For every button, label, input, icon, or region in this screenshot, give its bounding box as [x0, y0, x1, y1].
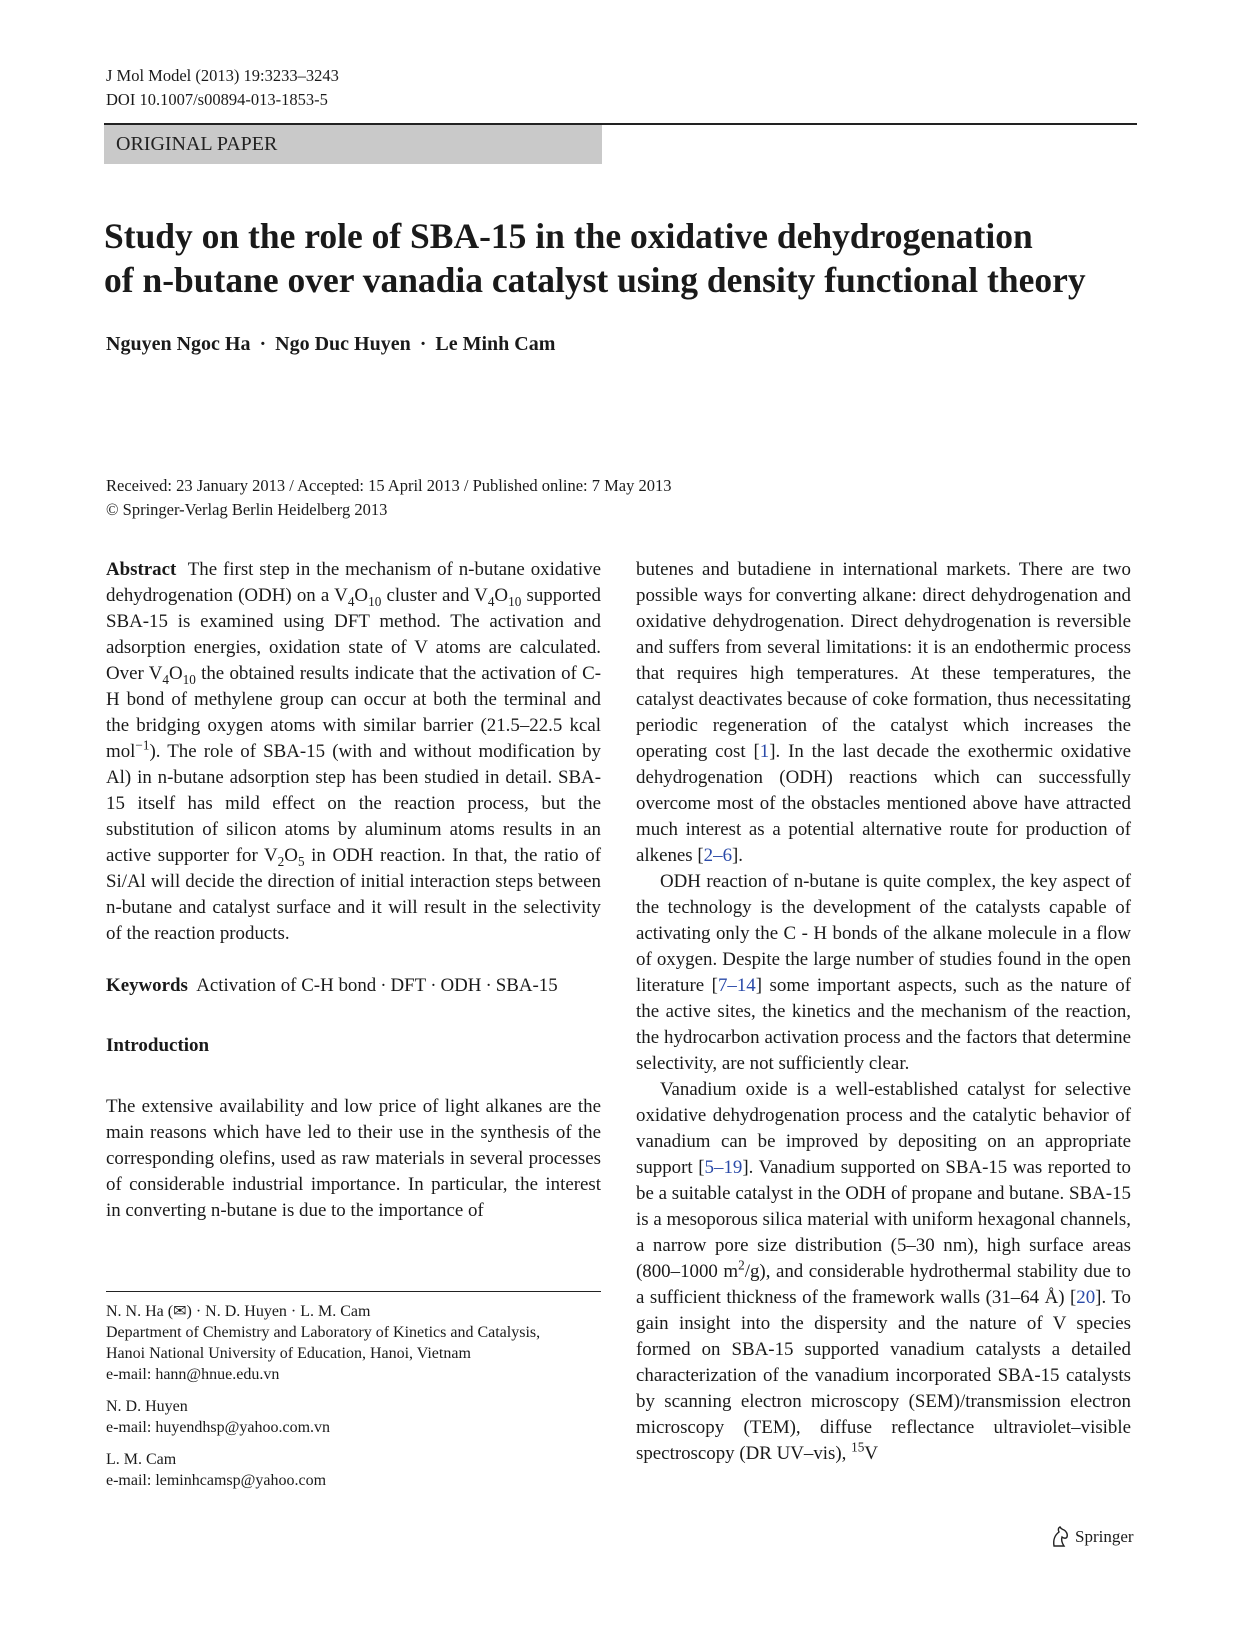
keyword: SBA-15 — [495, 975, 558, 996]
intro-paragraph: Vanadium oxide is a well-established catalyst for selective oxidative dehydrogenation process and the catalytic behavior of vanadium can be improved by depositing on an appropriate support [5–19]. Vanadium supported on SBA-15 was reported to be a suitable catalyst in the ODH of propane and butane. SBA-15 is a mesoporous silica material with uniform hexagonal channels, a narrow pore size distribution (5–30 nm), high surface areas (800–1000 $m^2/g$), and considerable hydrothermal stability due to a sufficient thickness of the framework walls (31–64 Å) [20]. To gain insight into the dispersity and the nature of V species formed on SBA-15 supported vanadium catalysts a detailed characterization of the vanadium incorporated SBA-15 catalysts by scanning electron microscopy (SEM)/transmission electron microscopy (TEM), diffuse reflectance ultraviolet–visible spectroscopy (DR UV–vis), $^{15}$V — [636, 1079, 1131, 1464]
date-history: Received: 23 January 2013 / Accepted: 15 April 2013 / Published online: 7 May 2013 — [106, 476, 672, 495]
journal-doi: DOI 10.1007/s00894-013-1853-5 — [106, 90, 328, 109]
publication-history — [106, 474, 672, 522]
abstract-paragraph: Abstract The first step in the mechanism of n-butane oxidative dehydrogenation (ODH) on a $V_4O_{10}$ cluster and $V_4O_{10}$ supported SBA-15 is examined using DFT method. The activation and adsorption energies, oxidation state of V atoms are calculated. Over $V_4O_{10}$ the obtained results indicate that the activation of C-H bond of methylene group can occur at both the terminal and the bridging oxygen atoms with similar barrier (21.5–22.5 kcal mol$^{-1}$). The role of SBA-15 (with and without modification by Al) in n-butane adsorption step has been studied in detail. SBA-15 itself has mild effect on the reaction process, but the substitution of silicon atoms by aluminum atoms results in an active supporter for $V_2O_5$ in ODH reaction. In that, the ratio of Si/Al will decide the direction of initial interaction steps between n-butane and catalyst surface and it will result in the selectivity of the reaction products. — [106, 559, 601, 944]
corresponding-author-block: N. N. Ha (✉) · N. D. Huyen · L. M. Cam Department of Chemistry and Laboratory of Kinetics and Catalysis, Hanoi National University of Education, Hanoi, Vietnam e-mail: hann@hnue.edu.vn — [106, 1301, 601, 1385]
abstract-label: Abstract — [106, 559, 177, 580]
right-column — [636, 557, 1131, 1467]
author-contact-block — [106, 1449, 601, 1491]
author-name: Ngo Duc Huyen — [275, 333, 411, 355]
left-column — [106, 557, 601, 1224]
intro-paragraph: butenes and butadiene in international markets. There are two possible ways for converting alkane: direct dehydrogenation and oxidative dehydrogenation. Direct dehydrogenation is reversible and suffers from several limitations: it is an endothermic process that requires high temperatures. At these temperatures, the catalyst deactivates because of coke formation, thus necessitating periodic regeneration of the catalyst which increases the operating cost [1]. In the last decade the exothermic oxidative dehydrogenation (ODH) reactions which can successfully overcome most of the obstacles mentioned above have attracted much interest as a potential alternative route for production of alkenes [2–6]. — [636, 559, 1131, 866]
keywords-label: Keywords — [106, 975, 188, 996]
affiliation-line: Department of Chemistry and Laboratory of Kinetics and Catalysis, — [106, 1324, 541, 1341]
keyword: ODH — [440, 975, 482, 996]
citation-link[interactable]: 1 — [759, 741, 770, 762]
publisher-logo — [1050, 1526, 1134, 1548]
title-line-2: of n-butane over vanadia catalyst using density functional theory — [104, 260, 1086, 300]
paper-type-banner: ORIGINAL PAPER — [104, 125, 602, 164]
envelope-icon: ✉ — [173, 1303, 187, 1320]
copyright-notice: © Springer-Verlag Berlin Heidelberg 2013 — [106, 500, 388, 519]
keyword: DFT — [390, 975, 427, 996]
title-line-1: Study on the role of SBA-15 in the oxidative dehydrogenation — [104, 216, 1033, 256]
citation-link[interactable]: 20 — [1076, 1287, 1096, 1308]
author-separator: · — [419, 333, 427, 355]
affiliation-line: Hanoi National University of Education, Hanoi, Vietnam — [106, 1345, 471, 1362]
email-link[interactable]: e-mail: huyendhsp@yahoo.com.vn — [106, 1419, 331, 1436]
author-affiliations — [106, 1301, 601, 1502]
publisher-name: Springer — [1075, 1527, 1134, 1546]
intro-paragraph: ODH reaction of n-butane is quite complex, the key aspect of the technology is the development of the catalysts capable of activating only the C - H bonds of the alkane molecule in a flow of oxygen. Despite the large number of studies found in the open literature [7–14] some important aspects, such as the nature of the active sites, the kinetics and the mechanism of the reaction, the hydrocarbon activation process and the factors that determine selectivity, are not sufficiently clear. — [636, 871, 1131, 1074]
footnote-rule — [106, 1291, 601, 1292]
keywords-line: Keywords Activation of C-H bond · DFT · ODH · SBA-15 — [106, 975, 558, 996]
section-heading-introduction: Introduction — [106, 1035, 210, 1056]
intro-paragraph: The extensive availability and low price of light alkanes are the main reasons which have led to their use in the synthesis of the corresponding olefins, used as raw materials in several processes of considerable industrial importance. In particular, the interest in converting n-butane is due to the importance of — [106, 1096, 601, 1221]
author-list — [106, 333, 555, 356]
email-link[interactable]: e-mail: leminhcamsp@yahoo.com — [106, 1472, 327, 1489]
journal-header — [106, 64, 339, 112]
citation-link[interactable]: 5–19 — [704, 1157, 743, 1178]
keyword: Activation of C-H bond — [196, 975, 377, 996]
author-name: L. M. Cam — [106, 1451, 177, 1468]
springer-horse-icon — [1050, 1526, 1070, 1548]
citation-link[interactable]: 7–14 — [717, 975, 756, 996]
citation-link[interactable]: 2–6 — [703, 845, 733, 866]
author-name: Nguyen Ngoc Ha — [106, 333, 251, 355]
email-link[interactable]: e-mail: hann@hnue.edu.vn — [106, 1366, 280, 1383]
journal-citation: J Mol Model (2013) 19:3233–3243 — [106, 66, 339, 85]
author-separator: · — [259, 333, 267, 355]
author-contact-block — [106, 1396, 601, 1438]
paper-title — [104, 214, 1144, 302]
author-name: N. D. Huyen — [106, 1398, 188, 1415]
author-name: Le Minh Cam — [435, 333, 556, 355]
